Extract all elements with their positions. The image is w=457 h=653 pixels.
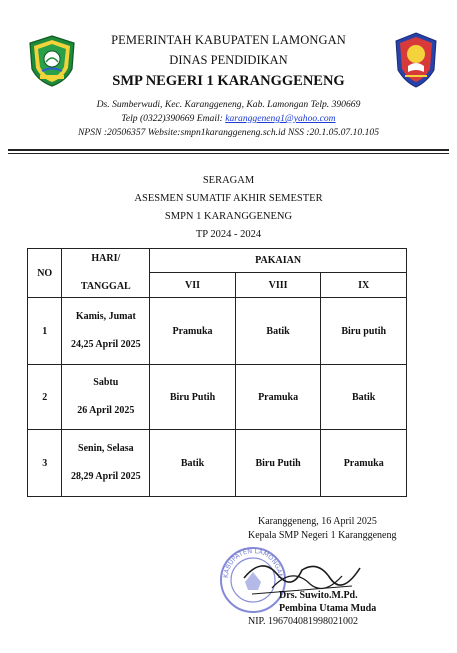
table-header-row xyxy=(28,249,407,273)
row-day: Senin, Selasa xyxy=(78,443,134,454)
document-title: SERAGAM xyxy=(202,175,255,186)
row-no: 1 xyxy=(28,298,62,365)
row-date: 26 April 2025 xyxy=(77,405,135,416)
uniform-schedule-table xyxy=(27,248,407,497)
header-date-label: TANGGAL xyxy=(80,281,131,292)
signature-place-date: Karanggeneng, 16 April 2025 xyxy=(258,516,377,527)
header-day-label: HARI/ xyxy=(91,253,121,264)
row-no: 3 xyxy=(28,430,62,497)
row-day-date xyxy=(62,365,150,430)
email-link[interactable]: karanggeneng1@yahoo.com xyxy=(225,113,336,124)
row-uniform-ix: Biru putih xyxy=(321,298,407,365)
row-date: 28,29 April 2025 xyxy=(70,471,141,482)
table-row xyxy=(28,365,407,430)
signature-position: Kepala SMP Negeri 1 Karanggeneng xyxy=(248,530,397,541)
row-uniform-vii: Pramuka xyxy=(150,298,236,365)
row-uniform-viii: Pramuka xyxy=(235,365,321,430)
row-uniform-ix: Pramuka xyxy=(321,430,407,497)
row-day: Kamis, Jumat xyxy=(75,311,136,322)
row-uniform-ix: Batik xyxy=(321,365,407,430)
department-name: DINAS PENDIDIKAN xyxy=(169,53,288,67)
row-uniform-vii: Batik xyxy=(150,430,236,497)
document-subtitle: ASESMEN SUMATIF AKHIR SEMESTER xyxy=(134,193,323,204)
signatory-name: Drs. Suwito.M.Pd. xyxy=(279,590,358,601)
row-no: 2 xyxy=(28,365,62,430)
table-row xyxy=(28,298,407,365)
signatory-nip: NIP. 196704081998021002 xyxy=(248,616,359,627)
row-date: 24,25 April 2025 xyxy=(70,339,141,350)
row-uniform-viii: Biru Putih xyxy=(235,430,321,497)
school-address: Ds. Sumberwudi, Kec. Karanggeneng, Kab. Lamongan Telp. 390669 xyxy=(96,99,361,110)
row-day: Sabtu xyxy=(93,377,119,388)
header-pakaian: PAKAIAN xyxy=(150,249,407,273)
phone-text: Telp (0322)390669 Email: xyxy=(121,113,226,124)
header-grade-viii: VIII xyxy=(235,273,321,298)
document-school-year: TP 2024 - 2024 xyxy=(195,229,262,240)
header-grade-vii: VII xyxy=(150,273,236,298)
table-row xyxy=(28,430,407,497)
letterhead-divider-thin xyxy=(8,153,449,154)
header-no: NO xyxy=(28,249,62,298)
government-name: PEMERINTAH KABUPATEN LAMONGAN xyxy=(111,33,346,47)
row-uniform-viii: Batik xyxy=(235,298,321,365)
npsn-website-line: NPSN :20506357 Website:smpn1karanggeneng.sch.id NSS :20.1.05.07.10.105 xyxy=(77,127,380,138)
letterhead-divider-thick xyxy=(8,149,449,151)
row-day-date xyxy=(62,430,150,497)
header-day-date xyxy=(62,249,150,298)
school-name: SMP NEGERI 1 KARANGGENENG xyxy=(112,73,345,89)
document-school: SMPN 1 KARANGGENENG xyxy=(164,211,293,222)
row-uniform-vii: Biru Putih xyxy=(150,365,236,430)
signatory-rank: Pembina Utama Muda xyxy=(279,603,377,614)
svg-text:KABUPATEN LAMONGAN: KABUPATEN LAMONGAN xyxy=(221,546,285,579)
contact-line xyxy=(0,113,457,124)
header-grade-ix: IX xyxy=(321,273,407,298)
row-day-date xyxy=(62,298,150,365)
